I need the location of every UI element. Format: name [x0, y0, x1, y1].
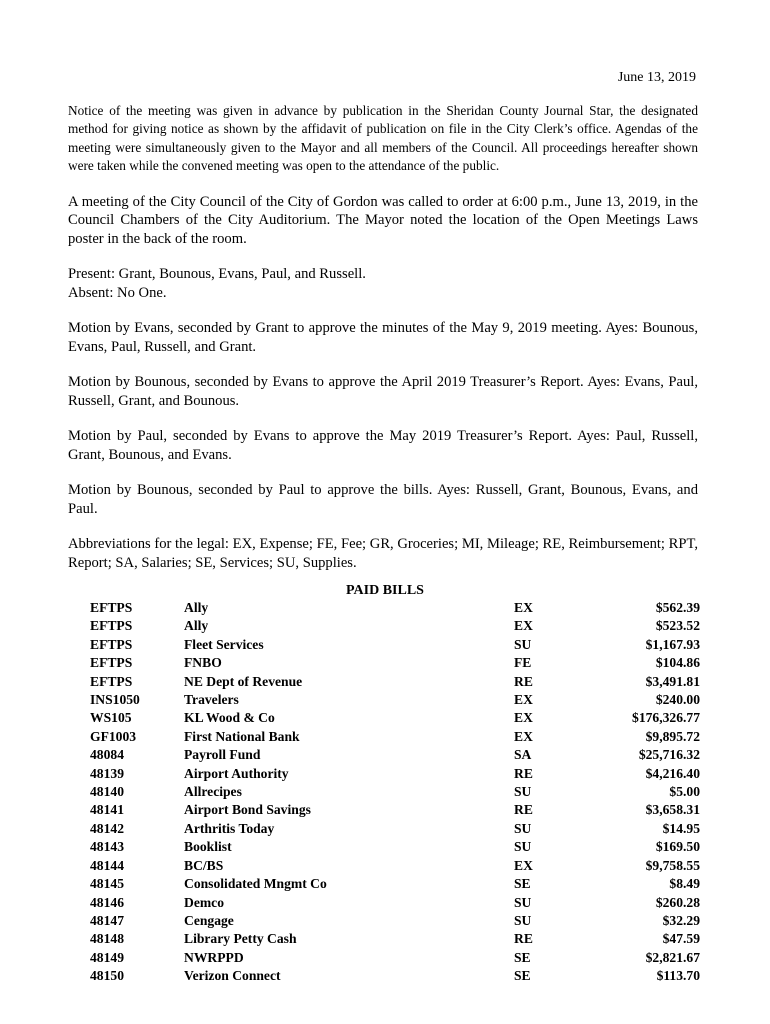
- bill-vendor: Booklist: [184, 839, 232, 855]
- bill-type: EX: [514, 600, 533, 615]
- bill-amount: $9,758.55: [645, 857, 700, 873]
- bill-vendor: NWRPPD: [184, 949, 244, 965]
- bill-vendor: BC/BS: [184, 857, 224, 873]
- bill-amount: $3,491.81: [645, 673, 700, 689]
- bill-vendor: First National Bank: [184, 728, 300, 744]
- bill-code: WS105: [90, 710, 132, 726]
- motion-minutes-paragraph: Motion by Evans, seconded by Grant to approve the minutes of the May 9, 2019 meeting. Ayes: Bounous, Evans, Paul, Russell, and Grant.: [68, 320, 698, 355]
- bill-amount: $523.52: [655, 618, 700, 634]
- table-row: [90, 949, 700, 967]
- bill-code: 48084: [90, 747, 124, 763]
- bill-amount: $25,716.32: [638, 747, 700, 763]
- bill-type: RE: [514, 765, 533, 781]
- bill-code: 48142: [90, 820, 124, 836]
- bill-vendor: Demco: [184, 894, 225, 910]
- bill-type: EX: [514, 728, 533, 744]
- bill-type: SE: [514, 949, 531, 965]
- bill-type: RE: [514, 673, 533, 689]
- bill-code: EFTPS: [90, 636, 133, 652]
- table-row: [90, 875, 700, 893]
- bill-amount: $562.39: [655, 600, 700, 615]
- table-row: [90, 673, 700, 691]
- bill-vendor: Library Petty Cash: [184, 931, 297, 947]
- table-row: [90, 967, 700, 985]
- table-row: [90, 894, 700, 912]
- bill-amount: $176,326.77: [632, 710, 700, 726]
- bill-type: SU: [514, 820, 532, 836]
- bill-code: 48148: [90, 931, 124, 947]
- bill-type: SA: [514, 747, 532, 763]
- bill-vendor: Consolidated Mngmt Co: [184, 876, 327, 892]
- bill-vendor: Verizon Connect: [184, 968, 281, 984]
- table-row: [90, 599, 700, 617]
- bill-amount: $14.95: [662, 820, 700, 836]
- bill-vendor: Allrecipes: [184, 784, 242, 800]
- paid-bills-title: PAID BILLS: [346, 583, 424, 598]
- bill-vendor: Ally: [184, 618, 209, 634]
- bill-vendor: Fleet Services: [184, 636, 264, 652]
- bill-amount: $1,167.93: [645, 636, 700, 652]
- bill-code: EFTPS: [90, 618, 133, 634]
- bill-vendor: KL Wood & Co: [184, 710, 275, 726]
- bill-code: 48139: [90, 765, 124, 781]
- bill-amount: $260.28: [655, 894, 700, 910]
- bill-amount: $2,821.67: [645, 949, 700, 965]
- bill-type: EX: [514, 618, 533, 634]
- bill-code: 48146: [90, 894, 124, 910]
- bill-code: 48149: [90, 949, 124, 965]
- bill-type: RE: [514, 931, 533, 947]
- bill-type: SE: [514, 876, 531, 892]
- bill-type: FE: [514, 655, 532, 671]
- bill-vendor: Payroll Fund: [184, 747, 261, 763]
- bill-type: EX: [514, 710, 533, 726]
- motion-april-report-paragraph: Motion by Bounous, seconded by Evans to approve the April 2019 Treasurer’s Report. Ayes: Evans, Paul, Russell, Grant, and Bounous.: [68, 374, 698, 409]
- bill-amount: $47.59: [662, 931, 700, 947]
- bill-vendor: Ally: [184, 600, 209, 615]
- table-row: [90, 728, 700, 746]
- bill-vendor: Cengage: [184, 912, 234, 928]
- bill-vendor: Airport Bond Savings: [184, 802, 311, 818]
- bill-amount: $9,895.72: [645, 728, 700, 744]
- bill-amount: $3,658.31: [645, 802, 700, 818]
- notice-paragraph: Notice of the meeting was given in advance by publication in the Sheridan County Journal Star, the designated method for giving notice as shown by the affidavit of publication on file in the City Clerk’s office. Agendas of the meeting were simultaneously given to the Mayor and all members of the Council. All proceedings hereafter shown were taken while the convened meeting was open to the attendance of the public.: [68, 103, 698, 174]
- bill-code: EFTPS: [90, 673, 133, 689]
- table-row: [90, 654, 700, 672]
- call-to-order-paragraph: A meeting of the City Council of the City of Gordon was called to order at 6:00 p.m., June 13, 2019, in the Council Chambers of the City Auditorium. The Mayor noted the location of the Open Meetings Laws poster in the back of the room.: [68, 193, 698, 247]
- paid-bills-table: [90, 599, 700, 986]
- abbreviations-paragraph: Abbreviations for the legal: EX, Expense; FE, Fee; GR, Groceries; MI, Mileage; RE, Reimbursement; RPT, Report; SA, Salaries; SE, Services; SU, Supplies.: [68, 536, 698, 571]
- table-row: [90, 691, 700, 709]
- bill-amount: $113.70: [656, 968, 700, 984]
- bill-code: 48150: [90, 968, 124, 984]
- bill-code: 48147: [90, 912, 124, 928]
- bill-amount: $5.00: [669, 784, 700, 800]
- bill-amount: $4,216.40: [645, 765, 700, 781]
- bill-code: EFTPS: [90, 600, 133, 615]
- present-line: Present: Grant, Bounous, Evans, Paul, and Russell.: [68, 266, 366, 283]
- bill-code: 48145: [90, 876, 124, 892]
- bill-type: SE: [514, 968, 531, 984]
- table-row: [90, 765, 700, 783]
- bill-amount: $104.86: [655, 655, 700, 671]
- bill-vendor: Travelers: [184, 692, 239, 708]
- bill-code: 48141: [90, 802, 124, 818]
- bill-vendor: NE Dept of Revenue: [184, 673, 303, 689]
- bill-type: SU: [514, 912, 532, 928]
- bill-type: RE: [514, 802, 533, 818]
- bill-code: EFTPS: [90, 655, 133, 671]
- bill-code: 48140: [90, 784, 124, 800]
- absent-line: Absent: No One.: [68, 284, 167, 301]
- bill-type: EX: [514, 857, 533, 873]
- bill-type: SU: [514, 894, 532, 910]
- bill-code: INS1050: [90, 692, 140, 708]
- table-row: [90, 783, 700, 801]
- bill-type: SU: [514, 636, 532, 652]
- bill-code: 48143: [90, 839, 124, 855]
- bill-amount: $169.50: [655, 839, 700, 855]
- bill-vendor: Airport Authority: [184, 765, 289, 781]
- table-row: [90, 838, 700, 856]
- bill-type: EX: [514, 692, 533, 708]
- table-row: [90, 912, 700, 930]
- bill-vendor: FNBO: [184, 655, 222, 671]
- table-row: [90, 709, 700, 727]
- table-row: [90, 930, 700, 948]
- motion-may-report-paragraph: Motion by Paul, seconded by Evans to approve the May 2019 Treasurer’s Report. Ayes: Paul, Russell, Grant, Bounous, and Evans.: [68, 428, 698, 463]
- bill-vendor: Arthritis Today: [184, 820, 275, 836]
- minutes-body: [68, 102, 698, 589]
- table-row: [90, 746, 700, 764]
- bill-amount: $8.49: [669, 876, 700, 892]
- bill-type: SU: [514, 839, 532, 855]
- bill-type: SU: [514, 784, 532, 800]
- bill-amount: $240.00: [655, 692, 700, 708]
- meeting-date: June 13, 2019: [617, 70, 696, 85]
- table-row: [90, 636, 700, 654]
- table-row: [90, 857, 700, 875]
- bill-code: GF1003: [90, 728, 137, 744]
- table-row: [90, 617, 700, 635]
- motion-bills-paragraph: Motion by Bounous, seconded by Paul to approve the bills. Ayes: Russell, Grant, Bounous, Evans, and Paul.: [68, 482, 698, 517]
- table-row: [90, 820, 700, 838]
- bill-code: 48144: [90, 857, 124, 873]
- table-row: [90, 801, 700, 819]
- bill-amount: $32.29: [662, 912, 700, 928]
